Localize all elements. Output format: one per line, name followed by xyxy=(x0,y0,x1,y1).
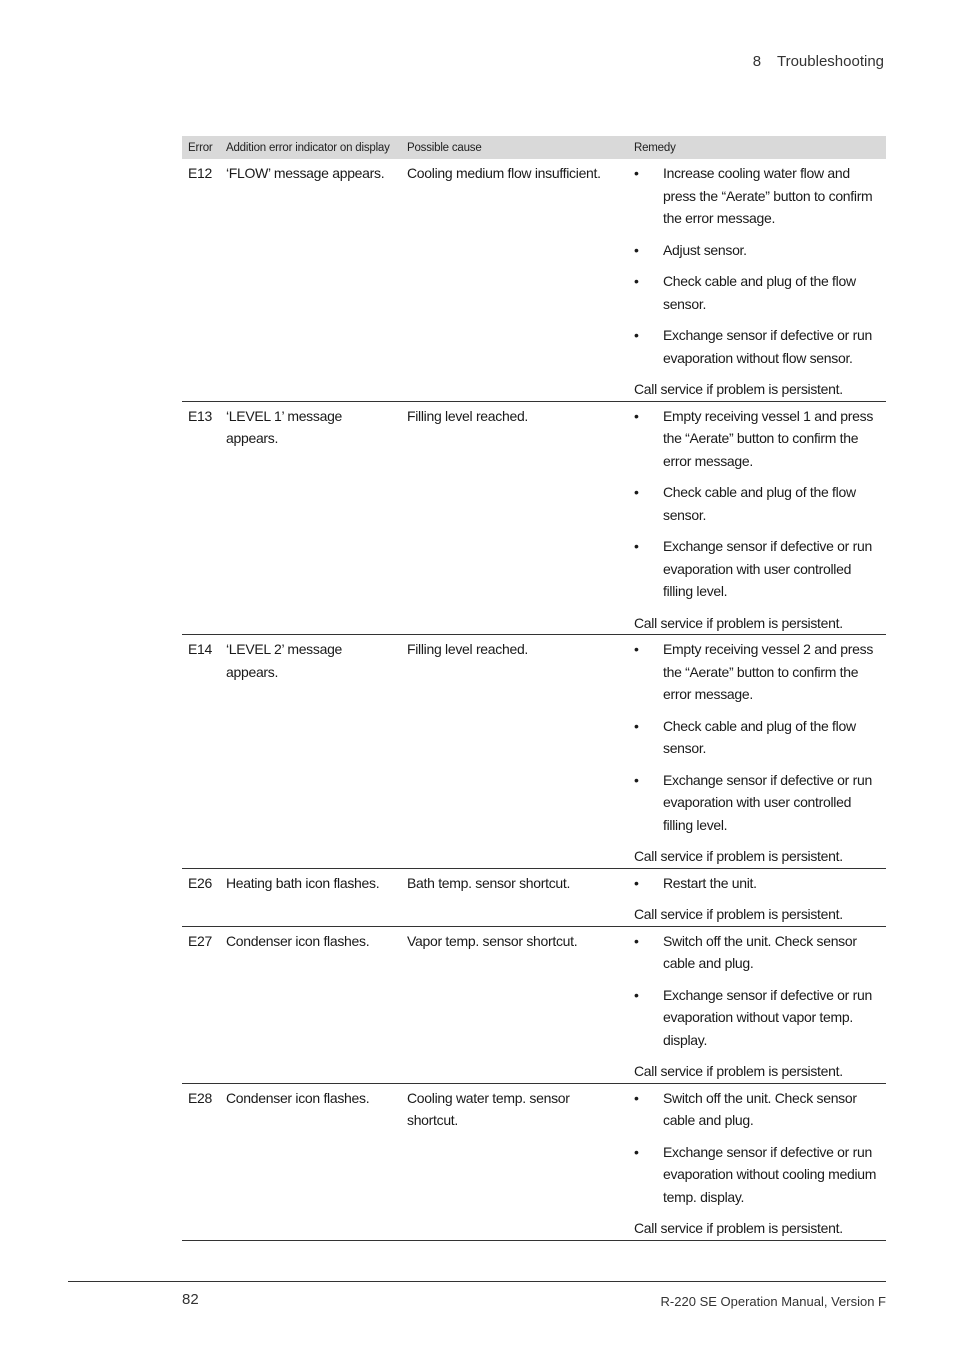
remedy-list xyxy=(634,162,882,369)
remedy-list xyxy=(634,930,882,1052)
table-row xyxy=(182,401,886,635)
remedy-text: Exchange sensor if defective or run evaporation without cooling medium temp. display. xyxy=(663,1143,877,1205)
service-note: Call service if problem is persistent. xyxy=(634,614,843,631)
remedy-item xyxy=(634,1087,882,1132)
bullet-icon: • xyxy=(634,165,639,181)
indicator-cell: ‘FLOW’ message appears. xyxy=(226,165,385,181)
remedy-text: Exchange sensor if defective or run evaporation with user controlled filling level. xyxy=(663,771,872,833)
remedy-text: Restart the unit. xyxy=(663,874,757,891)
remedy-item xyxy=(634,769,882,837)
remedy-text: Empty receiving vessel 2 and press the “Aerate” button to confirm the error message. xyxy=(663,641,874,702)
bullet-icon: • xyxy=(634,986,639,1003)
remedy-item xyxy=(634,535,882,603)
remedy-item xyxy=(634,405,882,473)
footer-divider xyxy=(68,1281,886,1282)
bullet-icon: • xyxy=(634,874,639,891)
column-header-error: Error xyxy=(182,136,220,159)
cause-cell: Bath temp. sensor shortcut. xyxy=(407,874,571,891)
bullet-icon: • xyxy=(634,273,639,289)
bullet-icon: • xyxy=(634,1089,639,1106)
service-note: Call service if problem is persistent. xyxy=(634,906,843,922)
service-note: Call service if problem is persistent. xyxy=(634,1220,843,1236)
remedy-cell xyxy=(628,159,886,401)
bullet-icon: • xyxy=(634,241,639,258)
remedy-text: Check cable and plug of the flow sensor. xyxy=(663,273,856,312)
error-code: E12 xyxy=(188,165,213,181)
table-header xyxy=(182,136,886,159)
remedy-item xyxy=(634,239,882,262)
page-header xyxy=(753,53,884,70)
service-note: Call service if problem is persistent. xyxy=(634,1063,843,1079)
bullet-icon: • xyxy=(634,717,639,734)
bullet-icon: • xyxy=(634,932,639,949)
remedy-item xyxy=(634,324,882,369)
column-header-indicator: Addition error indicator on display xyxy=(220,136,401,159)
column-header-remedy: Remedy xyxy=(628,136,886,159)
section-number: 8 xyxy=(752,53,762,70)
remedy-cell xyxy=(628,926,886,1083)
table-row xyxy=(182,159,886,401)
indicator-cell: Heating bath icon flashes. xyxy=(226,874,380,891)
table-row xyxy=(182,635,886,869)
bullet-icon: • xyxy=(634,484,639,500)
remedy-text: Exchange sensor if defective or run evaporation without flow sensor. xyxy=(663,327,872,366)
indicator-cell: ‘LEVEL 2’ message appears. xyxy=(226,641,343,680)
error-code: E13 xyxy=(188,407,213,424)
section-title: Troubleshooting xyxy=(776,53,884,70)
remedy-item xyxy=(634,984,882,1052)
remedy-text: Empty receiving vessel 1 and press the “Aerate” button to confirm the error message. xyxy=(663,407,874,469)
bullet-icon: • xyxy=(634,771,639,788)
error-code: E28 xyxy=(188,1089,213,1106)
remedy-cell xyxy=(628,635,886,869)
remedy-text: Check cable and plug of the flow sensor. xyxy=(663,717,856,756)
remedy-item xyxy=(634,162,882,230)
column-header-cause: Possible cause xyxy=(401,136,628,159)
remedy-item xyxy=(634,638,882,706)
indicator-cell: ‘LEVEL 1’ message appears. xyxy=(226,407,343,446)
remedy-item xyxy=(634,930,882,975)
service-note: Call service if problem is persistent. xyxy=(634,848,843,864)
cause-cell: Vapor temp. sensor shortcut. xyxy=(407,932,578,949)
service-note: Call service if problem is persistent. xyxy=(634,381,843,397)
cause-cell: Cooling medium flow insufficient. xyxy=(407,165,601,181)
remedy-cell xyxy=(628,1083,886,1240)
remedy-text: Switch off the unit. Check sensor cable and plug. xyxy=(663,1089,857,1128)
bullet-icon: • xyxy=(634,641,639,657)
remedy-item xyxy=(634,1141,882,1209)
bullet-icon: • xyxy=(634,538,639,554)
page-number: 82 xyxy=(182,1291,199,1308)
indicator-cell: Condenser icon flashes. xyxy=(226,932,370,949)
remedy-item xyxy=(634,715,882,760)
table-row xyxy=(182,1083,886,1240)
error-table xyxy=(182,136,886,1241)
table-row xyxy=(182,868,886,926)
remedy-text: Check cable and plug of the flow sensor. xyxy=(663,484,856,523)
error-code: E26 xyxy=(188,874,213,891)
remedy-text: Exchange sensor if defective or run evaporation with user controlled filling level. xyxy=(663,538,872,599)
table-body xyxy=(182,159,886,1240)
cause-cell: Filling level reached. xyxy=(407,641,529,657)
remedy-cell xyxy=(628,868,886,926)
bullet-icon: • xyxy=(634,407,639,424)
error-code: E14 xyxy=(188,641,213,657)
remedy-list xyxy=(634,405,882,603)
remedy-text: Increase cooling water flow and press the “Aerate” button to confirm the error message. xyxy=(663,165,873,226)
remedy-list xyxy=(634,638,882,836)
remedy-item xyxy=(634,270,882,315)
table-row xyxy=(182,926,886,1083)
bullet-icon: • xyxy=(634,327,639,343)
remedy-list xyxy=(634,1087,882,1209)
cause-cell: Filling level reached. xyxy=(407,407,529,424)
remedy-item xyxy=(634,481,882,526)
remedy-text: Adjust sensor. xyxy=(663,241,747,258)
remedy-list xyxy=(634,872,882,895)
remedy-text: Switch off the unit. Check sensor cable and plug. xyxy=(663,932,857,971)
remedy-item xyxy=(634,872,882,895)
document-title: R-220 SE Operation Manual, Version F xyxy=(660,1294,886,1309)
remedy-cell xyxy=(628,401,886,635)
bullet-icon: • xyxy=(634,1143,639,1160)
error-code: E27 xyxy=(188,932,213,949)
cause-cell: Cooling water temp. sensor shortcut. xyxy=(407,1089,570,1128)
indicator-cell: Condenser icon flashes. xyxy=(226,1089,370,1106)
remedy-text: Exchange sensor if defective or run evaporation without vapor temp. display. xyxy=(663,986,872,1048)
